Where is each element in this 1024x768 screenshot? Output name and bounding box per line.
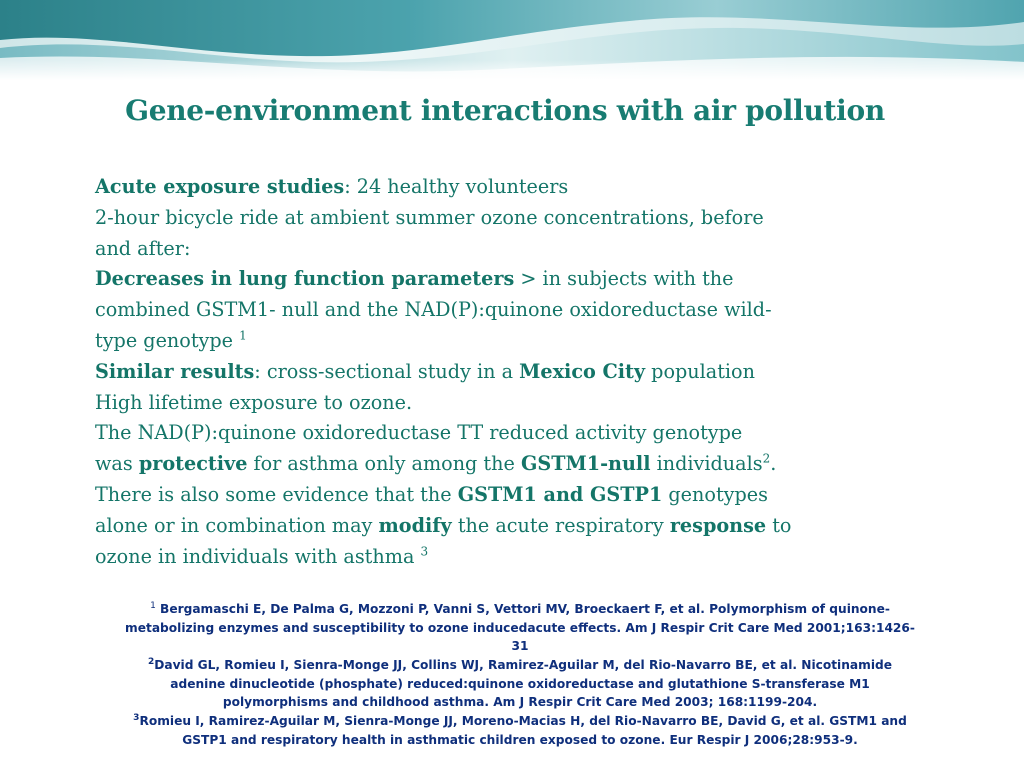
text-span: the acute respiratory xyxy=(451,513,670,537)
text-span: population xyxy=(645,359,755,383)
text-span: The NAD(P):quinone oxidoreductase TT reduced activity genotype xyxy=(95,421,743,445)
bold-phrase: Similar results xyxy=(95,359,255,383)
text-span: : 24 healthy volunteers xyxy=(344,175,569,198)
reference-line xyxy=(80,675,960,694)
bold-phrase: response xyxy=(669,513,767,537)
text-span: . xyxy=(770,452,777,476)
text-span: > in subjects with the xyxy=(514,267,734,291)
reference-number: 2 xyxy=(147,657,155,667)
reference-line xyxy=(80,693,960,712)
body-line xyxy=(95,449,955,480)
reference-number: 1 xyxy=(150,600,156,611)
reference-line xyxy=(80,656,960,675)
body-line xyxy=(95,418,955,449)
reference-text: David GL, Romieu I, Sienra-Monge JJ, Collins WJ, Ramirez-Aguilar M, del Rio-Navarro BE, et al. Nicotinamide xyxy=(154,658,893,673)
citation-superscript: 1 xyxy=(239,328,247,343)
references xyxy=(80,600,960,750)
bold-phrase: Decreases in lung function parameters xyxy=(95,267,515,291)
body-line xyxy=(95,203,955,234)
body-line xyxy=(95,357,955,388)
bold-phrase: modify xyxy=(378,513,452,537)
body-line xyxy=(95,480,955,511)
bold-phrase: Mexico City xyxy=(519,359,646,383)
reference-text: adenine dinucleotide (phosphate) reduced:quinone oxidoreductase and glutathione S-transferase M1 xyxy=(170,676,870,691)
reference-text: Romieu I, Ramirez-Aguilar M, Sienra-Monge JJ, Moreno-Macias H, del Rio-Navarro BE, David G, et al. GSTM1 and xyxy=(139,714,907,729)
text-span: for asthma only among the xyxy=(247,452,521,476)
body-line xyxy=(95,542,955,573)
body-line xyxy=(95,295,955,326)
slide-body xyxy=(95,172,955,572)
bold-phrase: GSTM1-null xyxy=(520,452,651,476)
body-line xyxy=(95,172,955,203)
reference-text: metabolizing enzymes and susceptibility to ozone inducedacute effects. Am J Respir Crit Care Med 2001;163:1426- xyxy=(125,620,915,635)
reference-line xyxy=(80,731,960,750)
reference-line xyxy=(80,712,960,731)
text-span: ozone in individuals with asthma xyxy=(95,544,421,568)
body-line xyxy=(95,234,955,265)
bold-phrase: Acute exposure studies xyxy=(95,175,345,198)
citation-superscript: 2 xyxy=(762,451,771,466)
body-line xyxy=(95,511,955,542)
bold-phrase: GSTM1 and GSTP1 xyxy=(457,482,663,506)
reference-number: 3 xyxy=(133,713,140,724)
text-span: combined GSTM1- null and the NAD(P):quinone oxidoreductase wild- xyxy=(95,298,772,322)
citation-superscript: 3 xyxy=(420,544,429,559)
body-line xyxy=(95,326,955,357)
reference-text: polymorphisms and childhood asthma. Am J Respir Crit Care Med 2003; 168:1199-204. xyxy=(222,695,818,710)
text-span: : cross-sectional study in a xyxy=(254,359,520,383)
text-span: alone or in combination may xyxy=(95,513,379,537)
text-span: individuals xyxy=(650,452,763,476)
text-span: was xyxy=(95,452,139,476)
text-span: to xyxy=(766,513,792,537)
reference-line xyxy=(80,637,960,656)
body-line xyxy=(95,264,955,295)
text-span: 2-hour bicycle ride at ambient summer ozone concentrations, before xyxy=(95,205,764,229)
reference-line xyxy=(80,619,960,638)
slide-title: Gene-environment interactions with air pollution xyxy=(125,94,885,127)
body-line xyxy=(95,388,955,419)
decorative-wave-banner xyxy=(0,0,1024,80)
reference-line xyxy=(80,600,960,619)
reference-text: GSTP1 and respiratory health in asthmatic children exposed to ozone. Eur Respir J 2006;28:953-9. xyxy=(182,732,858,747)
text-span: There is also some evidence that the xyxy=(95,482,458,506)
text-span: type genotype xyxy=(95,328,240,352)
reference-text: Bergamaschi E, De Palma G, Mozzoni P, Vanni S, Vettori MV, Broeckaert F, et al. Polymorphism of quinone- xyxy=(155,602,890,616)
reference-text: 31 xyxy=(511,639,529,654)
text-span: genotypes xyxy=(662,482,768,506)
bold-phrase: protective xyxy=(138,452,248,476)
text-span: High lifetime exposure to ozone. xyxy=(95,390,413,414)
text-span: and after: xyxy=(95,236,191,260)
